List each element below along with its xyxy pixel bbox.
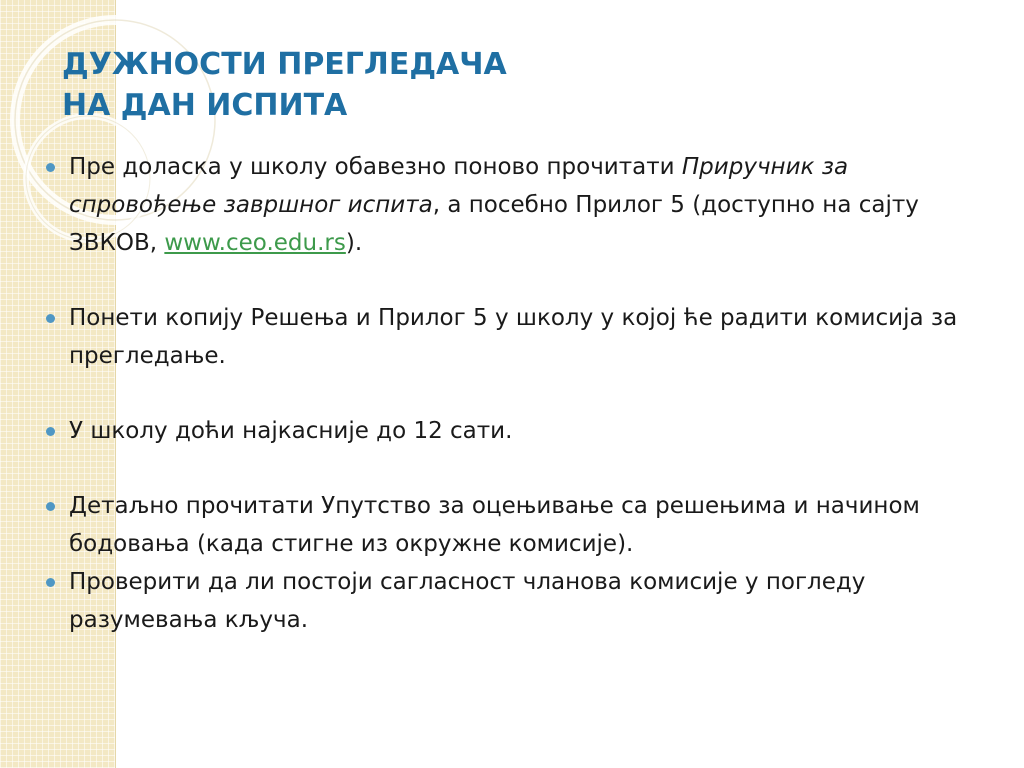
title-line-2: НА ДАН ИСПИТА xyxy=(62,88,348,123)
zvkov-website-link[interactable]: www.ceo.edu.rs xyxy=(164,230,346,256)
bullet-list xyxy=(44,148,974,639)
bullet-item xyxy=(44,412,974,450)
bullet-text: Понети копију Решења и Прилог 5 у школу у којој ће радити комисија за прегледање. xyxy=(69,305,958,369)
bullet-text: Детаљно прочитати Упутство за оцењивање са решењима и начином бодовања (када стигне из окружне комисије). xyxy=(69,493,920,557)
bullet-item xyxy=(44,148,974,262)
bullet-italic-text: Приручник за спровођење завршног испита xyxy=(69,154,849,218)
bullet-item xyxy=(44,487,974,563)
bullet-dot-icon xyxy=(46,427,55,436)
bullet-text: Пре доласка у школу обавезно поново прочитати xyxy=(69,154,682,180)
bullet-text: Проверити да ли постоји сагласност чланова комисије у погледу разумевања кључа. xyxy=(69,569,866,633)
bullet-dot-icon xyxy=(46,502,55,511)
bullet-text: У школу доћи најкасније до 12 сати. xyxy=(69,418,513,444)
bullet-dot-icon xyxy=(46,578,55,587)
bullet-dot-icon xyxy=(46,314,55,323)
title-line-1: ДУЖНОСТИ ПРЕГЛЕДАЧА xyxy=(62,47,507,82)
bullet-item xyxy=(44,563,974,639)
bullet-text: , а посебно Прилог 5 (доступно на сајту ЗВКОВ, xyxy=(69,192,919,256)
slide-title xyxy=(62,44,507,126)
bullet-item xyxy=(44,299,974,375)
bullet-dot-icon xyxy=(46,163,55,172)
bullet-text: ). xyxy=(345,230,363,256)
